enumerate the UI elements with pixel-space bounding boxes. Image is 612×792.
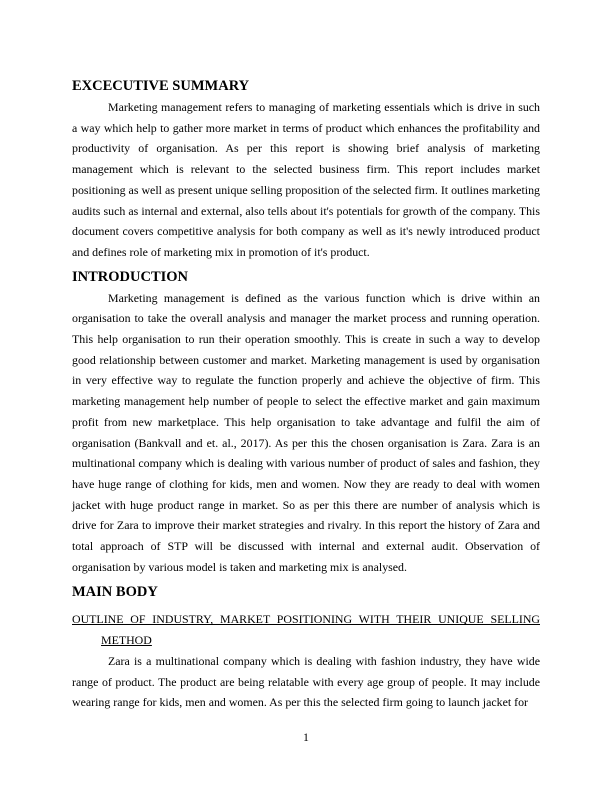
main-body-section bbox=[72, 583, 540, 713]
introduction-paragraph: Marketing management is defined as the various function which is drive within an organisation to take the overall analysis and manager the market process and running operation. This help organisation to run their operation smoothly. This is create in such a way to develop good relationship between customer and market. Marketing management is used by organisation in very effective way to regulate the function properly and achieve the objective of firm. This marketing management help number of people to select the effective market and gain maximum profit from new marketplace. This help organisation to take advantage and fulfil the aim of organisation (Bankvall and et. al., 2017). As per this the chosen organisation is Zara. Zara is an multinational company which is dealing with various number of product of sales and fashion, they have huge range of clothing for kids, men and women. Now they are ready to deal with women jacket with huge product range in market. So as per this there are number of analysis which is drive for Zara to improve their market strategies and rivalry. In this report the history of Zara and total approach of STP will be discussed with internal and external audit. Observation of organisation by various model is taken and marketing mix is analysed. bbox=[72, 290, 540, 574]
page-number: 1 bbox=[303, 730, 309, 744]
executive-summary-heading: EXCECUTIVE SUMMARY bbox=[72, 78, 250, 94]
outline-subheading-line-2: METHOD bbox=[101, 633, 152, 648]
page-content bbox=[72, 77, 540, 713]
introduction-heading: INTRODUCTION bbox=[72, 268, 189, 285]
main-body-heading: MAIN BODY bbox=[72, 584, 158, 601]
outline-subheading-line-1: OUTLINE OF INDUSTRY, MARKET POSITIONING WITH THEIR UNIQUE SELLING bbox=[72, 612, 540, 627]
main-body-paragraph: Zara is a multinational company which is dealing with fashion industry, they have wide range of product. The product are being relatable with every age group of people. It may include wearing range for kids, men and women. As per this the selected firm going to launch jacket for bbox=[72, 653, 540, 710]
introduction-section bbox=[72, 268, 540, 578]
executive-summary-paragraph: Marketing management refers to managing of marketing essentials which is drive in such a way which help to gather more market in terms of product which enhances the profitability and productivity of organisation. As per this report is showing brief analysis of marketing management which is relevant to the selected business firm. This report includes market positioning as well as present unique selling proposition of the selected firm. It outlines marketing audits such as internal and external, also tells about it's potentials for growth of the company. This document covers competitive analysis for both company as well as it's newly introduced product and defines role of marketing mix in promotion of it's product. bbox=[72, 100, 540, 259]
executive-summary-section bbox=[72, 77, 540, 263]
